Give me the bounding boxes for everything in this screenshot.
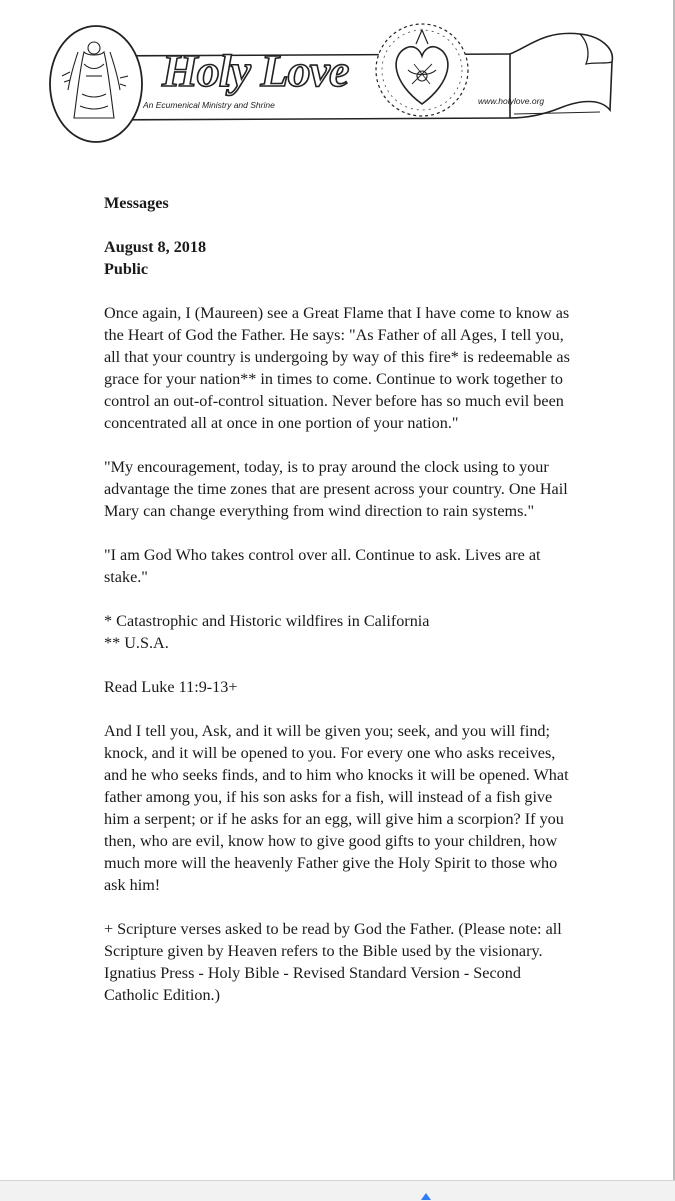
ministry-tagline: An Ecumenical Ministry and Shrine bbox=[143, 100, 275, 110]
share-icon[interactable] bbox=[421, 1193, 431, 1200]
website-url: www.holylove.org bbox=[478, 96, 545, 106]
message-audience: Public bbox=[104, 260, 149, 278]
footnote: ** U.S.A. bbox=[104, 634, 169, 652]
section-heading: Messages bbox=[104, 194, 169, 212]
scripture-note: + Scripture verses asked to be read by God the Father. (Please note: all Scripture given by Heaven refers to the Bible used by the visionary. Ignatius Press - Holy Bible - Revised Standard Version - Second Catholic Edition.) bbox=[104, 920, 562, 1004]
letterhead bbox=[40, 18, 620, 148]
footnotes bbox=[104, 610, 574, 654]
sacred-heart-emblem-icon bbox=[376, 24, 468, 116]
message-content bbox=[104, 192, 574, 1028]
message-date: August 8, 2018 bbox=[104, 238, 207, 256]
message-paragraph: Once again, I (Maureen) see a Great Flame that I have come to know as the Heart of God the Father. He says: "As Father of all Ages, I tell you, all that your country is undergoing by way of this fire* is redeemable as grace for your nation** in times to come. Continue to work together to control an out-of-control situation. Never before has so much evil been concentrated all at once in one portion of your nation." bbox=[104, 304, 570, 432]
scripture-text: And I tell you, Ask, and it will be given you; seek, and you will find; knock, and it will be opened to you. For every one who asks receives, and he who seeks finds, and to him who knocks it will be opened. What father among you, if his son asks for a fish, will instead of a fish give him a serpent; or if he asks for an egg, will give him a scorpion? If you then, who are evil, know how to give good gifts to your children, how much more will the heavenly Father give the Holy Spirit to those who ask him! bbox=[104, 722, 569, 894]
scripture-reference: Read Luke 11:9-13+ bbox=[104, 678, 238, 696]
message-header bbox=[104, 236, 574, 280]
holy-love-logo-text: Holy Love bbox=[162, 45, 349, 96]
message-paragraph: "My encouragement, today, is to pray around the clock using to your advantage the time zones that are present across your country. One Hail Mary can change everything from wind direction to rain systems." bbox=[104, 458, 568, 520]
message-paragraph: "I am God Who takes control over all. Continue to ask. Lives are at stake." bbox=[104, 546, 541, 586]
bottom-toolbar bbox=[0, 1180, 675, 1201]
footnote: * Catastrophic and Historic wildfires in California bbox=[104, 612, 430, 630]
